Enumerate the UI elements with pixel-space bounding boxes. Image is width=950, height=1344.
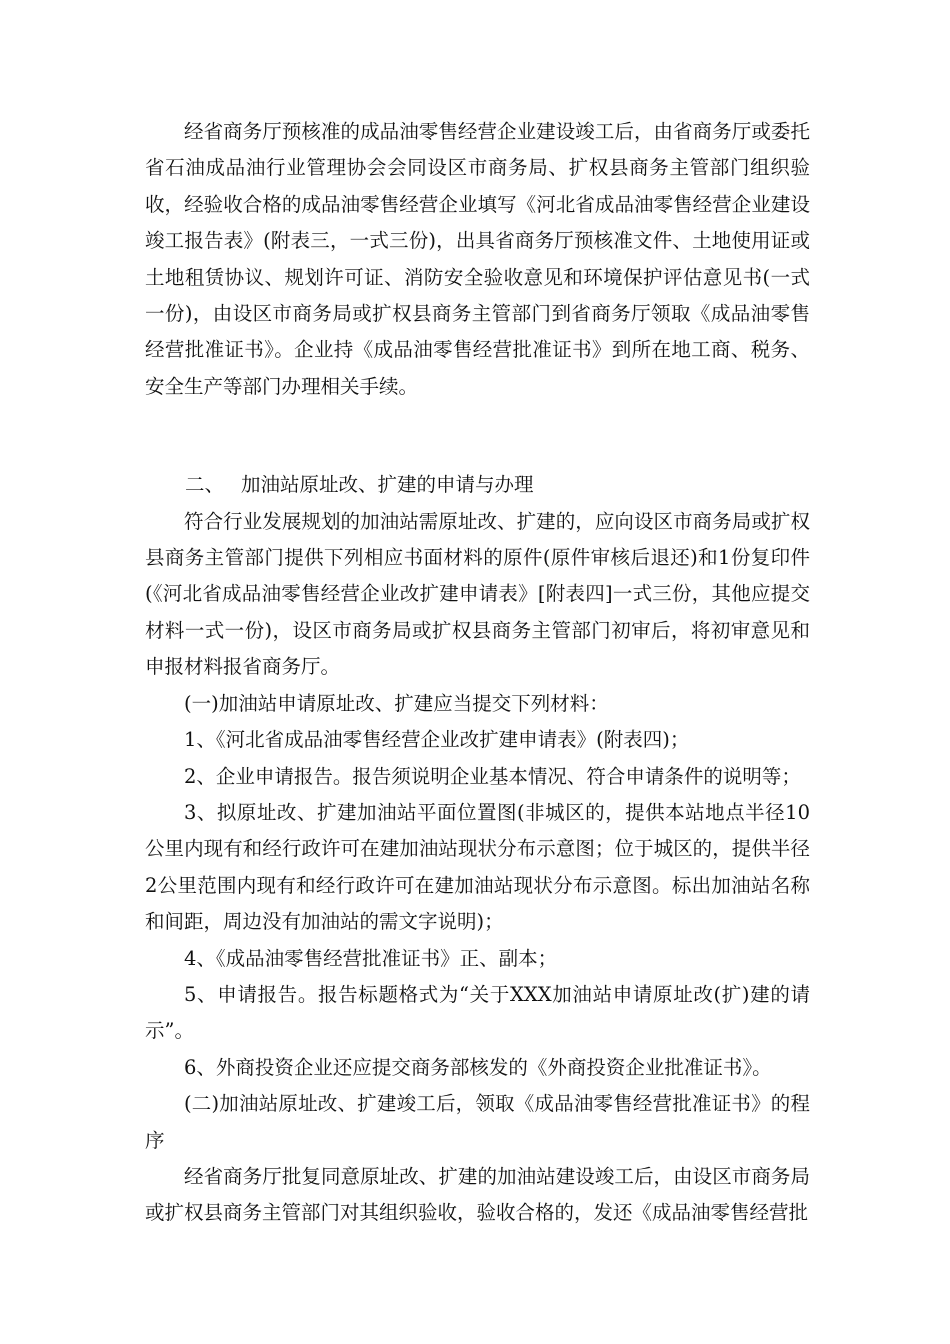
list-item-6: 6、外商投资企业还应提交商务部核发的《外商投资企业批准证书》。	[184, 1055, 772, 1079]
document-body	[145, 114, 810, 1232]
list-item-5: 5、申请报告。报告标题格式为“关于XXX加油站申请原址改(扩)建的请示”。	[145, 982, 810, 1043]
section2-intro-paragraph: 符合行业发展规划的加油站需原址改、扩建的，应向设区市商务局或扩权县商务主管部门提供下列相应书面材料的原件(原件审核后退还)和1份复印件(《河北省成品油零售经营企业改扩建申请表》[附表四]一式三份，其他应提交材料一式一份)，设区市商务局或扩权县商务主管部门初审后，将初审意见和申报材料报省商务厅。	[145, 509, 810, 679]
list-item-3: 3、拟原址改、扩建加油站平面位置图(非城区的，提供本站地点半径10公里内现有和经行政许可在建加油站现状分布示意图；位于城区的，提供半径2公里范围内现有和经行政许可在建加油站现状分布示意图。标出加油站名称和间距，周边没有加油站的需文字说明)；	[145, 800, 810, 934]
list-item-4: 4、《成品油零售经营批准证书》正、副本；	[184, 946, 558, 970]
list-item-1: 1、《河北省成品油零售经营企业改扩建申请表》(附表四)；	[184, 728, 690, 752]
subsection2-heading: (二)加油站原址改、扩建竣工后，领取《成品油零售经营批准证书》的程序	[145, 1092, 810, 1152]
section1-paragraph: 经省商务厅预核准的成品油零售经营企业建设竣工后，由省商务厅或委托省石油成品油行业管理协会会同设区市商务局、扩权县商务主管部门组织验收，经验收合格的成品油零售经营企业填写《河北省成品油零售经营企业建设竣工报告表》(附表三，一式三份)，出具省商务厅预核准文件、土地使用证或土地租赁协议、规划许可证、消防安全验收意见和环境保护评估意见书(一式一份)，由设区市商务局或扩权县商务主管部门到省商务厅领取《成品油零售经营批准证书》。企业持《成品油零售经营批准证书》到所在地工商、税务、安全生产等部门办理相关手续。	[145, 120, 810, 398]
section-spacer	[145, 405, 810, 467]
section2-heading-text: 加油站原址改、扩建的申请与办理	[241, 473, 534, 497]
section2-heading-number: 二、	[185, 473, 225, 497]
subsection1-heading: (一)加油站申请原址改、扩建应当提交下列材料：	[184, 691, 609, 715]
subsection2-paragraph: 经省商务厅批复同意原址改、扩建的加油站建设竣工后，由设区市商务局或扩权县商务主管部门对其组织验收，验收合格的，发还《成品油零售经营批	[145, 1164, 810, 1225]
section2-heading	[145, 467, 810, 503]
list-item-2: 2、企业申请报告。报告须说明企业基本情况、符合申请条件的说明等；	[184, 764, 801, 788]
